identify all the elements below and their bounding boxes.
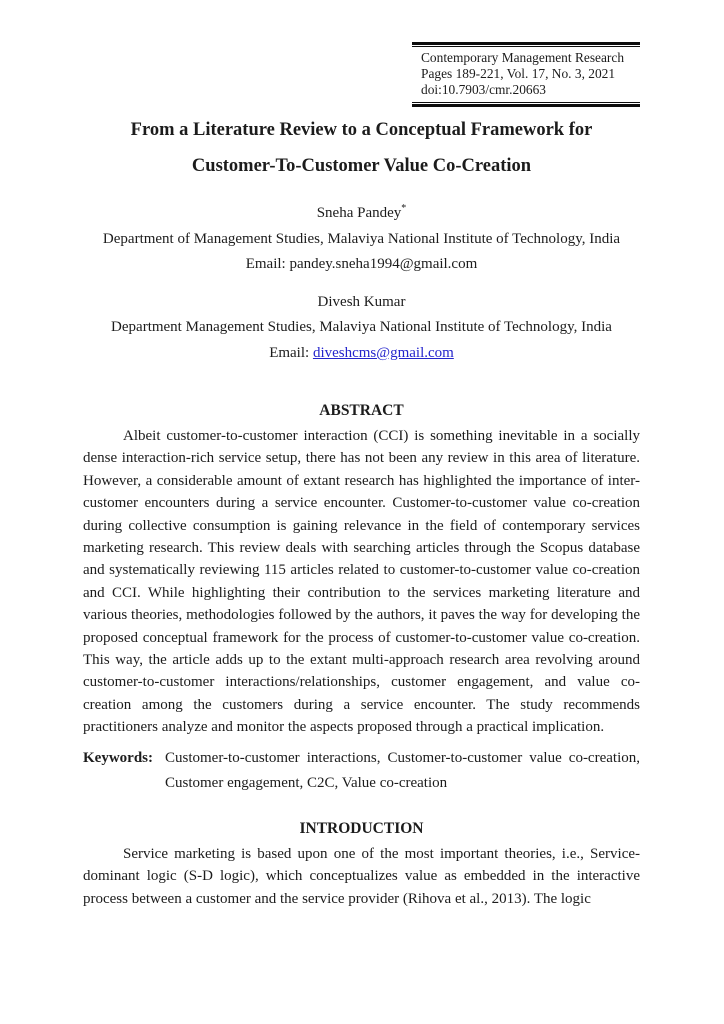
- abstract-heading: ABSTRACT: [319, 402, 404, 419]
- introduction-heading: INTRODUCTION: [299, 819, 424, 837]
- author-2-name-line: [83, 290, 640, 316]
- paper-title: [83, 112, 640, 184]
- paper-title-line2: Customer-To-Customer Value Co-Creation: [191, 156, 532, 176]
- author-1-name: Sneha Pandey: [316, 205, 402, 221]
- author-1-email: pandey.sneha1994@gmail.com: [289, 256, 478, 272]
- author-2-email-label: Email:: [269, 344, 313, 361]
- abstract-text: Albeit customer-to-customer interaction (CCI) is something inevitable in a socially dense interaction-rich service setup, there has not been any review in this area of literature. However, a considerable amount of extant research has highlighted the importance of inter-customer encounters during a service encounter. Customer-to-customer value co-creation during collective consumption is gaining relevance in the field of contemporary services marketing research. This review deals with searching articles through the Scopus database and systematically reviewing 115 articles related to customer-to-customer value co-creation and CCI. While highlighting their contribution to the services marketing literature and various theories, methodologies followed by the authors, it paves the way for developing the proposed conceptual framework for the process of customer-to-customer value co-creation. This way, the article adds up to the extant multi-approach research area revolving around customer-to-customer interactions/relationships, customer engagement, and value co-creation among the customers during a service encounter. The study recommends practitioners analyze and monitor the aspects proposed through a practical implication.: [83, 428, 640, 736]
- keywords-label: Keywords:: [83, 749, 153, 766]
- author-1-email-label: Email:: [245, 256, 290, 272]
- journal-name: Contemporary Management Research: [421, 50, 625, 65]
- journal-volume-line: Pages 189-221, Vol. 17, No. 3, 2021: [421, 66, 616, 81]
- author-1-affiliation: Department of Management Studies, Malaviya National Institute of Technology, India: [102, 230, 621, 247]
- author-block-1: [83, 201, 640, 278]
- author-2-email-link[interactable]: diveshcms@gmail.com: [312, 344, 454, 361]
- keywords-text: Customer-to-customer interactions, Customer-to-customer value co-creation, Customer engagement, C2C, Value co-creation: [165, 749, 640, 791]
- author-2-email-line: [83, 341, 640, 367]
- author-1-email-line: [83, 252, 640, 278]
- paper-title-line1: From a Literature Review to a Conceptual Framework for: [130, 120, 593, 140]
- keywords-line: [83, 746, 640, 796]
- author-2-name: Divesh Kumar: [317, 293, 406, 310]
- main-text-column: [83, 0, 640, 910]
- author-2-affiliation: Department Management Studies, Malaviya National Institute of Technology, India: [111, 319, 612, 335]
- journal-doi-line: doi:10.7903/cmr.20663: [421, 82, 546, 97]
- introduction-text: Service marketing is based upon one of the most important theories, i.e., Service-dominant logic (S-D logic), which conceptualizes value as embedded in the interactive process between a customer and the service provider (Rihova et al., 2013). The logic: [83, 845, 640, 907]
- author-block-2: [83, 290, 640, 367]
- corresponding-author-mark: *: [401, 203, 407, 214]
- author-1-name-line: [83, 201, 640, 227]
